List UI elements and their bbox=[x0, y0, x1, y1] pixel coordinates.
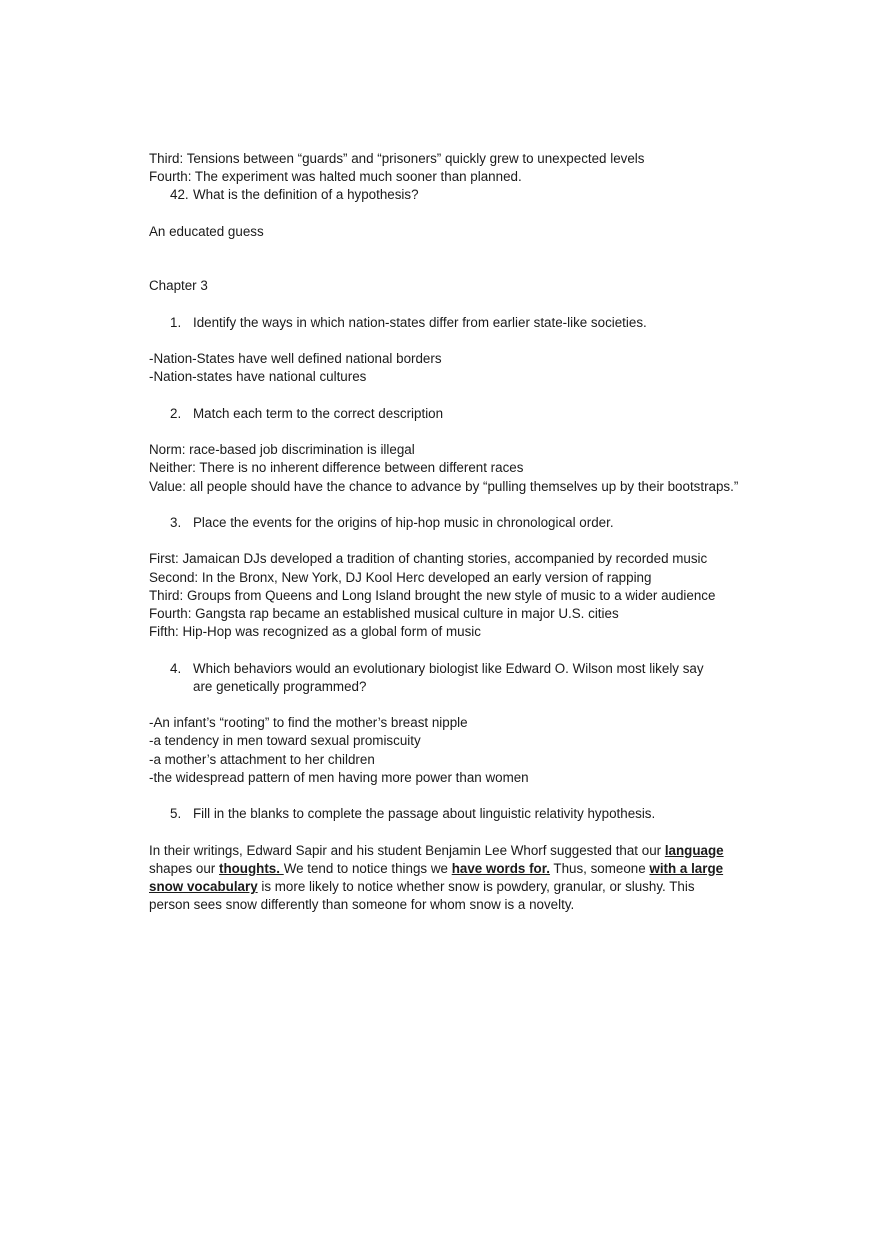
answer-line: Value: all people should have the chance to advance by “pulling themselves up by their bootstraps.” bbox=[149, 478, 739, 494]
passage-text: is more likely to notice whether snow is powdery, granular, or slushy. This person sees snow differently than someone for whom snow is a novelty. bbox=[149, 878, 695, 913]
answer-line: -Nation-states have national cultures bbox=[149, 369, 367, 385]
chapter-heading: Chapter 3 bbox=[149, 278, 208, 294]
question-3-text: Place the events for the origins of hip-hop music in chronological order. bbox=[193, 514, 614, 530]
answer-line: -Nation-States have well defined national borders bbox=[149, 351, 442, 367]
answer-line: Second: In the Bronx, New York, DJ Kool Herc developed an early version of rapping bbox=[149, 569, 652, 585]
question-2 bbox=[170, 405, 749, 423]
question-3-number: 3. bbox=[170, 514, 182, 530]
answer-line: -An infant’s “rooting” to find the mother’s breast nipple bbox=[149, 715, 468, 731]
answer-line: Neither: There is no inherent difference between different races bbox=[149, 460, 524, 476]
answer-line: Fourth: Gangsta rap became an established musical culture in major U.S. cities bbox=[149, 605, 619, 621]
question-4 bbox=[170, 660, 749, 696]
answer-line: Third: Groups from Queens and Long Island brought the new style of music to a wider audience bbox=[149, 587, 716, 603]
question-2-text: Match each term to the correct description bbox=[193, 405, 444, 421]
intro-third-line: Third: Tensions between “guards” and “prisoners” quickly grew to unexpected levels bbox=[149, 151, 645, 166]
intro-fourth-line: Fourth: The experiment was halted much sooner than planned. bbox=[149, 169, 522, 185]
question-42-number: 42. bbox=[170, 187, 189, 203]
passage-text: Thus, someone bbox=[549, 860, 650, 876]
answer-line: -a mother’s attachment to her children bbox=[149, 751, 375, 767]
passage-blank-answer: with a large snow vocabulary bbox=[149, 860, 724, 894]
answer-line: -the widespread pattern of men having more power than women bbox=[149, 769, 529, 785]
question-42 bbox=[170, 186, 749, 204]
answer-line: Fifth: Hip-Hop was recognized as a global form of music bbox=[149, 624, 481, 640]
question-42-text: What is the definition of a hypothesis? bbox=[193, 187, 419, 203]
question-5 bbox=[170, 805, 749, 823]
passage-text: We tend to notice things we bbox=[283, 860, 452, 876]
question-5-text: Fill in the blanks to complete the passage about linguistic relativity hypothesis. bbox=[193, 806, 656, 822]
passage-text: shapes our bbox=[149, 860, 219, 876]
passage-blank-answer: language bbox=[664, 842, 724, 858]
question-1 bbox=[170, 314, 749, 332]
answer-line: First: Jamaican DJs developed a tradition of chanting stories, accompanied by recorded music bbox=[149, 551, 708, 567]
question-1-number: 1. bbox=[170, 314, 182, 330]
passage-text: In their writings, Edward Sapir and his student Benjamin Lee Whorf suggested that our bbox=[149, 842, 665, 858]
answer-line: -a tendency in men toward sexual promiscuity bbox=[149, 733, 421, 749]
passage-blank-answer: have words for. bbox=[451, 860, 550, 876]
answer-line: Norm: race-based job discrimination is illegal bbox=[149, 442, 415, 458]
document-page bbox=[149, 150, 749, 914]
linguistic-passage bbox=[149, 842, 739, 915]
question-5-number: 5. bbox=[170, 806, 182, 822]
question-4-number: 4. bbox=[170, 660, 182, 676]
question-42-answer: An educated guess bbox=[149, 223, 264, 239]
question-3 bbox=[170, 514, 749, 532]
passage-blank-answer: thoughts. bbox=[218, 860, 284, 876]
question-4-text: Which behaviors would an evolutionary biologist like Edward O. Wilson most likely say are genetically programmed? bbox=[193, 660, 704, 694]
question-2-number: 2. bbox=[170, 405, 182, 421]
question-1-text: Identify the ways in which nation-states differ from earlier state-like societies. bbox=[193, 314, 647, 330]
